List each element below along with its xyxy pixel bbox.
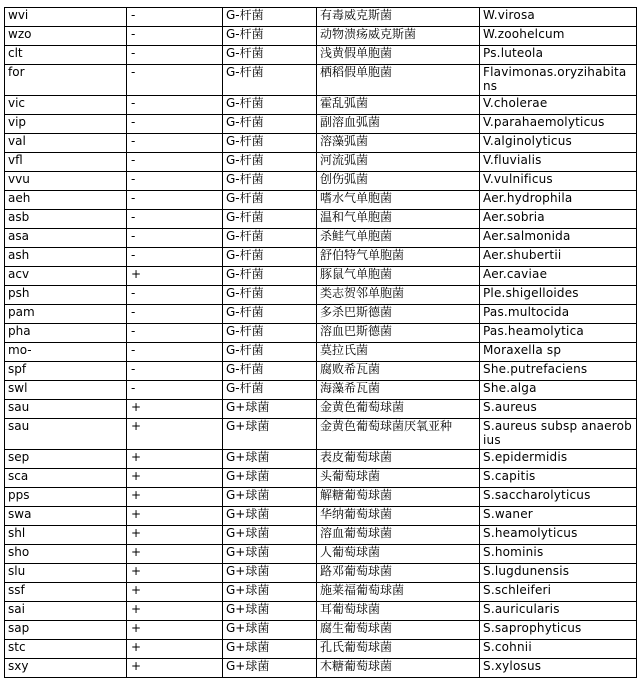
category-cell: G-杆菌 — [223, 172, 317, 191]
chinese-name-cell: 溶血葡萄球菌 — [317, 526, 480, 545]
code-cell: clt — [5, 46, 127, 65]
gram-sign-cell: - — [127, 286, 223, 305]
gram-sign-cell: - — [127, 229, 223, 248]
latin-name-cell: V.cholerae — [480, 96, 637, 115]
latin-name-cell: S.xylosus — [480, 659, 637, 678]
chinese-name-cell: 霍乱弧菌 — [317, 96, 480, 115]
code-cell: vic — [5, 96, 127, 115]
table-row — [5, 46, 637, 65]
table-row — [5, 8, 637, 27]
latin-name-cell: Moraxella sp — [480, 343, 637, 362]
latin-name-cell: Pas.heamolytica — [480, 324, 637, 343]
chinese-name-cell: 金黄色葡萄球菌厌氧亚种 — [317, 419, 480, 450]
code-cell: shl — [5, 526, 127, 545]
gram-sign-cell: + — [127, 488, 223, 507]
chinese-name-cell: 杀鲑气单胞菌 — [317, 229, 480, 248]
chinese-name-cell: 类志贺邻单胞菌 — [317, 286, 480, 305]
latin-name-cell: Aer.salmonida — [480, 229, 637, 248]
chinese-name-cell: 莫拉氏菌 — [317, 343, 480, 362]
chinese-name-cell: 木糖葡萄球菌 — [317, 659, 480, 678]
category-cell: G+球菌 — [223, 450, 317, 469]
gram-sign-cell: + — [127, 400, 223, 419]
table-row — [5, 324, 637, 343]
chinese-name-cell: 路邓葡萄球菌 — [317, 564, 480, 583]
gram-sign-cell: + — [127, 640, 223, 659]
code-cell: stc — [5, 640, 127, 659]
chinese-name-cell: 表皮葡萄球菌 — [317, 450, 480, 469]
gram-sign-cell: - — [127, 115, 223, 134]
gram-sign-cell: + — [127, 419, 223, 450]
chinese-name-cell: 副溶血弧菌 — [317, 115, 480, 134]
gram-sign-cell: - — [127, 210, 223, 229]
code-cell: for — [5, 65, 127, 96]
category-cell: G+球菌 — [223, 583, 317, 602]
gram-sign-cell: + — [127, 526, 223, 545]
code-cell: slu — [5, 564, 127, 583]
code-cell: sca — [5, 469, 127, 488]
table-row — [5, 381, 637, 400]
category-cell: G-杆菌 — [223, 96, 317, 115]
latin-name-cell: She.putrefaciens — [480, 362, 637, 381]
category-cell: G+球菌 — [223, 469, 317, 488]
category-cell: G+球菌 — [223, 400, 317, 419]
latin-name-cell: S.capitis — [480, 469, 637, 488]
chinese-name-cell: 河流弧菌 — [317, 153, 480, 172]
table-row — [5, 27, 637, 46]
latin-name-cell: Aer.sobria — [480, 210, 637, 229]
table-row — [5, 286, 637, 305]
latin-name-cell: V.parahaemolyticus — [480, 115, 637, 134]
category-cell: G-杆菌 — [223, 46, 317, 65]
code-cell: aeh — [5, 191, 127, 210]
chinese-name-cell: 溶藻弧菌 — [317, 134, 480, 153]
category-cell: G+球菌 — [223, 564, 317, 583]
table-row — [5, 659, 637, 678]
table-row — [5, 134, 637, 153]
gram-sign-cell: + — [127, 659, 223, 678]
latin-name-cell: S.heamolyticus — [480, 526, 637, 545]
gram-sign-cell: + — [127, 564, 223, 583]
gram-sign-cell: - — [127, 362, 223, 381]
chinese-name-cell: 腐生葡萄球菌 — [317, 621, 480, 640]
table-row — [5, 450, 637, 469]
code-cell: pam — [5, 305, 127, 324]
category-cell: G-杆菌 — [223, 27, 317, 46]
latin-name-cell: She.alga — [480, 381, 637, 400]
gram-sign-cell: - — [127, 305, 223, 324]
gram-sign-cell: - — [127, 134, 223, 153]
category-cell: G-杆菌 — [223, 305, 317, 324]
latin-name-cell: Flavimonas.oryzihabitans — [480, 65, 637, 96]
code-cell: pha — [5, 324, 127, 343]
table-row — [5, 172, 637, 191]
chinese-name-cell: 温和气单胞菌 — [317, 210, 480, 229]
table-row — [5, 419, 637, 450]
chinese-name-cell: 嗜水气单胞菌 — [317, 191, 480, 210]
category-cell: G+球菌 — [223, 602, 317, 621]
table-row — [5, 210, 637, 229]
code-cell: vvu — [5, 172, 127, 191]
code-cell: sho — [5, 545, 127, 564]
code-cell: asa — [5, 229, 127, 248]
chinese-name-cell: 解糖葡萄球菌 — [317, 488, 480, 507]
table-row — [5, 488, 637, 507]
table-row — [5, 229, 637, 248]
table-row — [5, 65, 637, 96]
latin-name-cell: Ple.shigelloides — [480, 286, 637, 305]
chinese-name-cell: 施莱福葡萄球菌 — [317, 583, 480, 602]
code-cell: ash — [5, 248, 127, 267]
latin-name-cell: S.epidermidis — [480, 450, 637, 469]
latin-name-cell: Aer.caviae — [480, 267, 637, 286]
category-cell: G-杆菌 — [223, 8, 317, 27]
latin-name-cell: S.aureus — [480, 400, 637, 419]
category-cell: G+球菌 — [223, 659, 317, 678]
category-cell: G-杆菌 — [223, 343, 317, 362]
code-cell: swa — [5, 507, 127, 526]
category-cell: G+球菌 — [223, 488, 317, 507]
table-row — [5, 248, 637, 267]
latin-name-cell: S.cohnii — [480, 640, 637, 659]
bacteria-table — [4, 7, 637, 678]
chinese-name-cell: 多杀巴斯德菌 — [317, 305, 480, 324]
table-row — [5, 400, 637, 419]
gram-sign-cell: + — [127, 267, 223, 286]
code-cell: vfl — [5, 153, 127, 172]
table-row — [5, 191, 637, 210]
chinese-name-cell: 动物溃疡威克斯菌 — [317, 27, 480, 46]
latin-name-cell: S.waner — [480, 507, 637, 526]
category-cell: G+球菌 — [223, 545, 317, 564]
gram-sign-cell: + — [127, 621, 223, 640]
chinese-name-cell: 腐败希瓦菌 — [317, 362, 480, 381]
code-cell: swl — [5, 381, 127, 400]
latin-name-cell: S.auricularis — [480, 602, 637, 621]
category-cell: G-杆菌 — [223, 191, 317, 210]
category-cell: G-杆菌 — [223, 286, 317, 305]
gram-sign-cell: - — [127, 381, 223, 400]
gram-sign-cell: - — [127, 65, 223, 96]
latin-name-cell: S.aureus subsp anaerobius — [480, 419, 637, 450]
latin-name-cell: W.zoohelcum — [480, 27, 637, 46]
latin-name-cell: S.schleiferi — [480, 583, 637, 602]
category-cell: G+球菌 — [223, 526, 317, 545]
table-row — [5, 621, 637, 640]
table-row — [5, 305, 637, 324]
chinese-name-cell: 有毒威克斯菌 — [317, 8, 480, 27]
category-cell: G+球菌 — [223, 507, 317, 526]
gram-sign-cell: - — [127, 324, 223, 343]
table-row — [5, 602, 637, 621]
code-cell: wzo — [5, 27, 127, 46]
latin-name-cell: S.lugdunensis — [480, 564, 637, 583]
latin-name-cell: V.alginolyticus — [480, 134, 637, 153]
category-cell: G-杆菌 — [223, 229, 317, 248]
gram-sign-cell: + — [127, 469, 223, 488]
code-cell: acv — [5, 267, 127, 286]
code-cell: sau — [5, 400, 127, 419]
latin-name-cell: S.hominis — [480, 545, 637, 564]
gram-sign-cell: - — [127, 8, 223, 27]
table-row — [5, 96, 637, 115]
gram-sign-cell: - — [127, 172, 223, 191]
chinese-name-cell: 人葡萄球菌 — [317, 545, 480, 564]
code-cell: sep — [5, 450, 127, 469]
code-cell: wvi — [5, 8, 127, 27]
gram-sign-cell: + — [127, 450, 223, 469]
code-cell: ssf — [5, 583, 127, 602]
chinese-name-cell: 耳葡萄球菌 — [317, 602, 480, 621]
table-row — [5, 583, 637, 602]
chinese-name-cell: 华纳葡萄球菌 — [317, 507, 480, 526]
table-row — [5, 564, 637, 583]
gram-sign-cell: + — [127, 602, 223, 621]
gram-sign-cell: - — [127, 96, 223, 115]
gram-sign-cell: + — [127, 583, 223, 602]
gram-sign-cell: - — [127, 27, 223, 46]
chinese-name-cell: 孔氏葡萄球菌 — [317, 640, 480, 659]
latin-name-cell: V.vulnificus — [480, 172, 637, 191]
category-cell: G-杆菌 — [223, 65, 317, 96]
category-cell: G+球菌 — [223, 419, 317, 450]
code-cell: val — [5, 134, 127, 153]
chinese-name-cell: 溶血巴斯德菌 — [317, 324, 480, 343]
code-cell: sau — [5, 419, 127, 450]
code-cell: sai — [5, 602, 127, 621]
latin-name-cell: V.fluvialis — [480, 153, 637, 172]
table-row — [5, 362, 637, 381]
latin-name-cell: Aer.hydrophila — [480, 191, 637, 210]
table-row — [5, 640, 637, 659]
table-row — [5, 507, 637, 526]
category-cell: G-杆菌 — [223, 210, 317, 229]
code-cell: sxy — [5, 659, 127, 678]
chinese-name-cell: 头葡萄球菌 — [317, 469, 480, 488]
gram-sign-cell: - — [127, 153, 223, 172]
chinese-name-cell: 创伤弧菌 — [317, 172, 480, 191]
table-row — [5, 526, 637, 545]
category-cell: G+球菌 — [223, 621, 317, 640]
gram-sign-cell: - — [127, 343, 223, 362]
chinese-name-cell: 金黄色葡萄球菌 — [317, 400, 480, 419]
chinese-name-cell: 栖稻假单胞菌 — [317, 65, 480, 96]
table-row — [5, 545, 637, 564]
category-cell: G-杆菌 — [223, 381, 317, 400]
table-row — [5, 115, 637, 134]
category-cell: G-杆菌 — [223, 115, 317, 134]
latin-name-cell: Ps.luteola — [480, 46, 637, 65]
category-cell: G-杆菌 — [223, 248, 317, 267]
category-cell: G-杆菌 — [223, 153, 317, 172]
code-cell: sap — [5, 621, 127, 640]
latin-name-cell: S.saprophyticus — [480, 621, 637, 640]
chinese-name-cell: 海藻希瓦菌 — [317, 381, 480, 400]
gram-sign-cell: - — [127, 191, 223, 210]
table-body — [5, 8, 637, 678]
latin-name-cell: W.virosa — [480, 8, 637, 27]
gram-sign-cell: + — [127, 507, 223, 526]
category-cell: G+球菌 — [223, 640, 317, 659]
table-row — [5, 153, 637, 172]
table-row — [5, 267, 637, 286]
category-cell: G-杆菌 — [223, 267, 317, 286]
code-cell: mo- — [5, 343, 127, 362]
table-row — [5, 343, 637, 362]
category-cell: G-杆菌 — [223, 362, 317, 381]
latin-name-cell: Pas.multocida — [480, 305, 637, 324]
code-cell: psh — [5, 286, 127, 305]
chinese-name-cell: 豚鼠气单胞菌 — [317, 267, 480, 286]
gram-sign-cell: + — [127, 545, 223, 564]
gram-sign-cell: - — [127, 248, 223, 267]
chinese-name-cell: 浅黄假单胞菌 — [317, 46, 480, 65]
table-row — [5, 469, 637, 488]
latin-name-cell: S.saccharolyticus — [480, 488, 637, 507]
code-cell: vip — [5, 115, 127, 134]
category-cell: G-杆菌 — [223, 324, 317, 343]
latin-name-cell: Aer.shubertii — [480, 248, 637, 267]
gram-sign-cell: - — [127, 46, 223, 65]
chinese-name-cell: 舒伯特气单胞菌 — [317, 248, 480, 267]
code-cell: asb — [5, 210, 127, 229]
category-cell: G-杆菌 — [223, 134, 317, 153]
code-cell: pps — [5, 488, 127, 507]
code-cell: spf — [5, 362, 127, 381]
